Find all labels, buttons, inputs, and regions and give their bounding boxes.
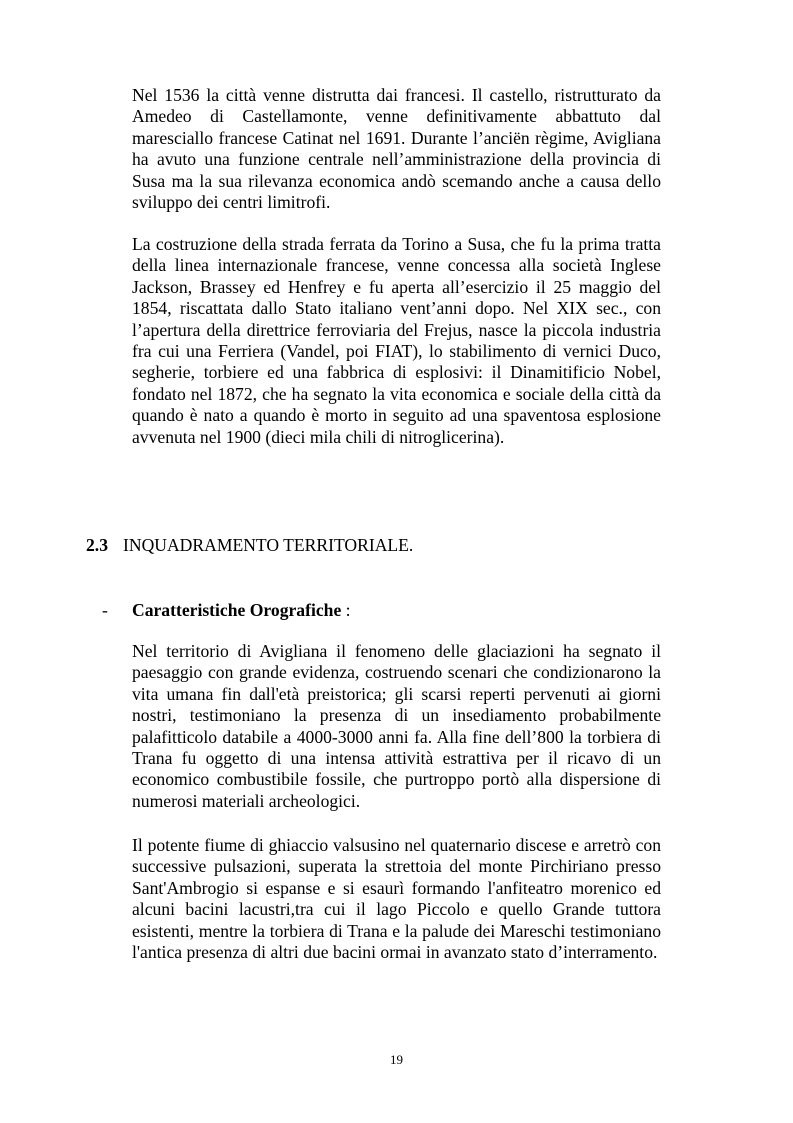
bullet-item-orography bbox=[102, 600, 351, 621]
section-heading bbox=[86, 535, 413, 556]
section-title: INQUADRAMENTO TERRITORIALE. bbox=[123, 535, 414, 555]
paragraph-glacier-river: Il potente fiume di ghiaccio valsusino nel quaternario discese e arretrò con successive pulsazioni, superata la strettoia del monte Pirchiriano presso Sant'Ambrogio si espanse e si esaurì formando l'anfiteatro morenico ed alcuni bacini lacustri,tra cui il lago Piccolo e quello Grande tuttora esistenti, mentre la torbiera di Trana e la palude dei Mareschi testimoniano l'antica presenza di altri due bacini ormai in avanzato stato d’interramento. bbox=[132, 835, 661, 963]
paragraph-glaciations: Nel territorio di Avigliana il fenomeno delle glaciazioni ha segnato il paesaggio con grande evidenza, costruendo scenari che condizionarono la vita umana fin dall'età preistorica; gli scarsi reperti pervenuti ai giorni nostri, testimoniano la presenza di un insediamento probabilmente palafitticolo databile a 4000-3000 anni fa. Alla fine dell’800 la torbiera di Trana fu oggetto di una intensa attività estrattiva per il ricavo di un economico combustibile fossile, che purtroppo portò alla dispersione di numerosi materiali archeologici. bbox=[132, 641, 661, 811]
bullet-title: Caratteristiche Orografiche bbox=[132, 600, 342, 620]
bullet-dash: - bbox=[102, 600, 108, 620]
section-number: 2.3 bbox=[86, 535, 108, 555]
paragraph-railway-history: La costruzione della strada ferrata da Torino a Susa, che fu la prima tratta della linea internazionale francese, venne concessa alla società Inglese Jackson, Brassey ed Henfrey e fu aperta all’esercizio il 25 maggio del 1854, riscattata dallo Stato italiano vent’anni dopo. Nel XIX sec., con l’apertura della direttrice ferroviaria del Frejus, nasce la piccola industria fra cui una Ferriera (Vandel, poi FIAT), lo stabilimento di vernici Duco, segherie, torbiere ed una fabbrica di esplosivi: il Dinamitificio Nobel, fondato nel 1872, che ha segnato la vita economica e sociale della città da quando è nato a quando è morto in seguito ad una spaventosa esplosione avvenuta nel 1900 (dieci mila chili di nitroglicerina). bbox=[132, 234, 661, 447]
bullet-suffix: : bbox=[341, 600, 351, 620]
page-number: 19 bbox=[390, 1052, 403, 1067]
paragraph-history-1536: Nel 1536 la città venne distrutta dai francesi. Il castello, ristrutturato da Amedeo di Castellamonte, venne definitivamente abbattuto dal maresciallo francese Catinat nel 1691. Durante l’anciën règime, Avigliana ha avuto una funzione centrale nell’amministrazione della provincia di Susa ma la sua rilevanza economica andò scemando anche a causa dello sviluppo dei centri limitrofi. bbox=[132, 85, 661, 213]
